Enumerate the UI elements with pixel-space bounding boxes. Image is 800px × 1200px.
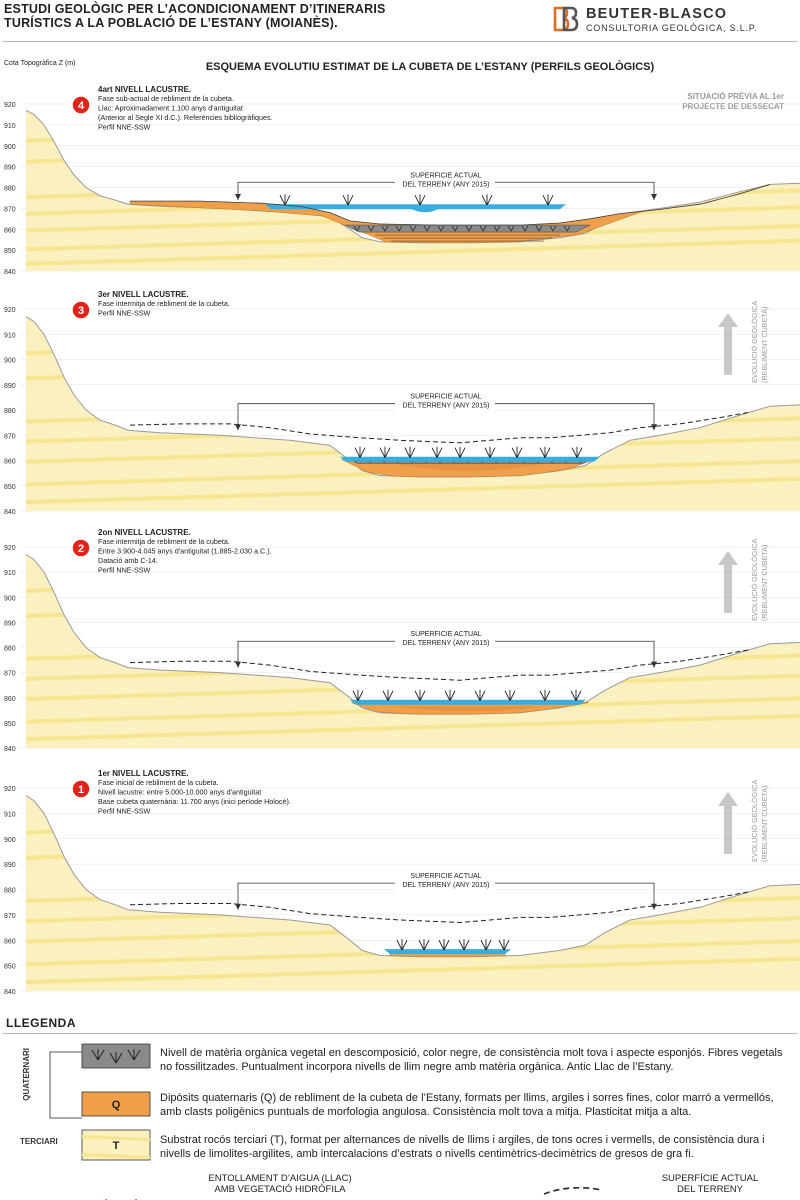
rock-stripe — [0, 136, 800, 164]
y-tick-label: 840 — [4, 509, 16, 516]
lake-water — [350, 700, 586, 705]
surface-label-line-1: SUPERFICIE ACTUAL — [410, 393, 482, 401]
y-tick-label: 860 — [4, 227, 16, 235]
rock-stripe — [0, 353, 800, 381]
surface-label-line-1: SUPERFICIE ACTUAL — [410, 172, 482, 180]
surface-label-line-2: DEL TERRENY (ANY 2015) — [402, 181, 490, 189]
up-arrow-icon — [718, 313, 738, 375]
surface-label-line-1: SUPERFICIE ACTUAL — [410, 631, 482, 639]
y-tick-label: 840 — [4, 746, 16, 753]
y-tick-label: 850 — [4, 483, 16, 491]
legend-tertiary-swatch — [82, 1130, 150, 1160]
arrow-head-icon — [651, 662, 657, 668]
y-tick-label: 900 — [4, 357, 16, 365]
y-tick-label: 920 — [4, 786, 16, 793]
evolution-label-line-2: (REBLIMENT CUBETA) — [760, 785, 769, 862]
arrow-head-icon — [235, 662, 241, 668]
hydrophilic-vegetation-icon — [353, 690, 363, 701]
phase-description-line: Base cubeta quaternària: 11.700 anys (inici període Holocè). — [98, 797, 291, 806]
phase-description-line: Perfil NNE-SSW — [98, 806, 151, 816]
phase-title: 3er NIVELL LACUSTRE. — [98, 290, 189, 299]
legend-title: LLEGENDA — [6, 1016, 76, 1030]
hydrophilic-vegetation-icon — [405, 447, 415, 458]
phase-title: 2on NIVELL LACUSTRE. — [98, 528, 191, 537]
evolution-label-line-2: (REBLIMENT CUBETA) — [760, 306, 769, 383]
hydrophilic-vegetation-icon — [481, 939, 491, 950]
legend-quaternary-swatch — [82, 1092, 150, 1116]
evolution-label-line-2: (REBLIMENT CUBETA) — [760, 544, 769, 621]
evolution-indicator — [718, 780, 769, 862]
phase-description-line: Nivell lacustre: entre 5.000-10.000 anys d'antiguitat — [98, 787, 262, 797]
phase-info — [72, 528, 272, 575]
phase-description-line: Fase inicial de rebliment de la cubeta. — [98, 778, 219, 787]
surface-annotation — [235, 168, 657, 200]
y-tick-label: 860 — [4, 938, 16, 946]
hydrophilic-vegetation-icon — [499, 939, 509, 950]
company-name: BEUTER-BLASCO — [586, 6, 728, 22]
phase-title: 1er NIVELL LACUSTRE. — [98, 769, 189, 778]
y-tick-label: 890 — [4, 382, 16, 390]
arrow-head-icon — [235, 194, 241, 200]
y-tick-label: 910 — [4, 332, 16, 340]
rock-stripe — [0, 591, 800, 619]
surface-label-line-2: DEL TERRENY (ANY 2015) — [402, 402, 490, 410]
rock-stripe — [0, 833, 800, 861]
hydrophilic-vegetation-icon — [459, 939, 469, 950]
y-tick-label: 910 — [4, 811, 16, 819]
y-tick-label: 880 — [4, 887, 16, 895]
hydrophilic-vegetation-icon — [482, 194, 492, 205]
phase-description-line: Llac: Aproximadament 1.100 anys d'antiguitat — [98, 103, 243, 113]
phase-description-line: Perfil NNE-SSW — [98, 308, 151, 318]
hydrophilic-vegetation-icon — [355, 447, 365, 458]
title-line-1: ESTUDI GEOLÒGIC PER L’ACONDICIONAMENT D’ITINERARIS — [4, 2, 386, 16]
y-tick-label: 840 — [4, 989, 16, 996]
y-tick-label: 880 — [4, 408, 16, 415]
lake-water — [340, 457, 600, 462]
y-tick-label: 850 — [4, 963, 16, 971]
hydrophilic-vegetation-icon — [572, 447, 582, 458]
legend-water-line-1: ENTOLLAMENT D’AIGUA (LLAC) — [208, 1173, 352, 1184]
legend-surface-line-1: SUPERFÍCIE ACTUAL — [661, 1173, 759, 1184]
evolution-indicator — [718, 301, 769, 383]
hydrophilic-vegetation-icon — [485, 447, 495, 458]
rock-stripe — [0, 328, 800, 356]
legend-organic-swatch — [82, 1044, 150, 1068]
hydrophilic-vegetation-icon — [419, 939, 429, 950]
profile-panel-3 — [0, 290, 800, 516]
phase-description-line: (Anterior al Segle XI d.C.). Referències bibliogràfiques. — [98, 113, 273, 122]
evolution-indicator — [718, 539, 769, 621]
y-tick-label: 860 — [4, 458, 16, 466]
phase-description-line: Perfil NNE-SSW — [98, 565, 151, 575]
legend-organic-text: Nivell de matèria orgànica vegetal en descomposició, color negre, de consistència molt tova i aspecte esponjós. Fibres vegetals no fossilitzades. Puntualment incorpora nivells de llim negre amb matèria orgànica. Antic Llac de l’Estany. — [160, 1047, 783, 1073]
y-tick-label: 920 — [4, 545, 16, 552]
t-label: T — [112, 1140, 120, 1152]
hydrophilic-vegetation-icon — [432, 447, 442, 458]
y-tick-label: 870 — [4, 433, 16, 441]
y-tick-label: 850 — [4, 720, 16, 728]
title-line-2: TURÍSTICS A LA POBLACIÓ DE L’ESTANY (MOIANÈS). — [4, 16, 338, 30]
y-tick-label: 900 — [4, 595, 16, 603]
q-label: Q — [111, 1099, 121, 1111]
phase-description-line: Fase intermitja de rebliment de la cubeta. — [98, 537, 230, 546]
legend-tertiary-text: Substrat rocós terciari (T), format per alternances de nivells de llims i argiles, de tons ocres i vermells, de consistència dura i nivells de limolites-argilites, amb intercalacions d’estrats o nivells centimètrics-decimètrics de gresos de gra fi. — [160, 1134, 765, 1160]
arrow-head-icon — [651, 424, 657, 430]
phase-info — [72, 85, 273, 132]
prior-line-2: PROJECTE DE DESSECAT — [682, 102, 784, 111]
y-tick-label: 880 — [4, 185, 16, 193]
surface-label-line-2: DEL TERRENY (ANY 2015) — [402, 882, 490, 890]
phase-description-line: Fase intermitja de rebliment de la cubeta. — [98, 299, 230, 308]
y-tick-label: 870 — [4, 206, 16, 214]
quaternari-bracket — [50, 1052, 82, 1118]
arrow-head-icon — [235, 904, 241, 910]
hydrophilic-vegetation-icon — [455, 447, 465, 458]
hydrophilic-vegetation-icon — [439, 939, 449, 950]
y-axis-title: Cota Topogràfica Z (m) — [4, 60, 76, 67]
prior-line-1: SITUACIÓ PRÈVIA AL 1er — [687, 92, 784, 101]
phase-description-line: Datació amb C-14. — [98, 556, 158, 565]
legend-terciari-label: TERCIARI — [20, 1137, 58, 1146]
evolution-label-line-1: EVOLUCIÓ GEOLÒGICA — [750, 300, 759, 383]
up-arrow-icon — [718, 551, 738, 613]
hydrophilic-vegetation-icon — [571, 690, 581, 701]
y-tick-label: 890 — [4, 164, 16, 172]
y-tick-label: 880 — [4, 645, 16, 653]
hydrophilic-vegetation-icon — [280, 194, 290, 205]
legend-surface-caption — [640, 1173, 780, 1195]
evolution-label-line-1: EVOLUCIÓ GEOLÒGICA — [750, 538, 759, 621]
arrow-head-icon — [235, 424, 241, 430]
up-arrow-icon — [718, 792, 738, 854]
y-tick-label: 870 — [4, 912, 16, 920]
legend-quaternary-text: Dipòsits quaternaris (Q) de rebliment de la cubeta de l’Estany, formats per llims, argiles i sorres fines, color marró a vermellós, amb clasts poligènics puntuals de morfologia angulosa. Consistència molt tova a mitja. Plasticitat mitja a alta. — [160, 1092, 774, 1118]
lake-water — [384, 949, 511, 954]
hydrophilic-vegetation-icon — [543, 194, 553, 205]
legend-quaternari-label: QUATERNARI — [22, 1048, 31, 1101]
y-tick-label: 910 — [4, 122, 16, 130]
legend-surface-swatch — [540, 1180, 620, 1200]
company-subtitle: CONSULTORIA GEOLÒGICA, S.L.P. — [586, 23, 758, 33]
surface-label-line-2: DEL TERRENY (ANY 2015) — [402, 640, 490, 648]
arrow-head-icon — [651, 194, 657, 200]
phase-number: 1 — [77, 784, 85, 796]
profile-panel-1 — [0, 769, 800, 996]
hydrophilic-vegetation-icon — [445, 690, 455, 701]
evolution-label-line-1: EVOLUCIÓ GEOLÒGICA — [750, 779, 759, 862]
phase-title: 4art NIVELL LACUSTRE. — [98, 85, 192, 94]
y-tick-label: 890 — [4, 862, 16, 870]
surface-label-line-1: SUPERFICIE ACTUAL — [410, 873, 482, 881]
hydrophilic-vegetation-icon — [512, 447, 522, 458]
hydrophilic-vegetation-icon — [383, 690, 393, 701]
hydrophilic-vegetation-icon — [475, 690, 485, 701]
y-tick-label: 920 — [4, 102, 16, 109]
phase-info — [72, 769, 291, 816]
profile-panel-4 — [0, 85, 800, 276]
y-tick-label: 840 — [4, 269, 16, 276]
phase-description-line: Perfil NNE-SSW — [98, 122, 151, 132]
lake-water-pocket — [410, 208, 440, 212]
hydrophilic-vegetation-icon — [380, 447, 390, 458]
phase-number: 3 — [77, 305, 85, 317]
hydrophilic-vegetation-icon — [397, 939, 407, 950]
phase-info — [72, 290, 230, 319]
phase-description-line: Fase sub-actual de rebliment de la cubeta. — [98, 94, 234, 103]
hydrophilic-vegetation-icon — [505, 690, 515, 701]
arrow-head-icon — [651, 904, 657, 910]
phase-number: 2 — [77, 543, 85, 555]
y-tick-label: 900 — [4, 143, 16, 151]
y-tick-label: 910 — [4, 570, 16, 578]
y-tick-label: 860 — [4, 695, 16, 703]
hydrophilic-vegetation-icon — [415, 194, 425, 205]
y-tick-label: 870 — [4, 670, 16, 678]
hydrophilic-vegetation-icon — [540, 690, 550, 701]
hydrophilic-vegetation-icon — [540, 447, 550, 458]
y-tick-label: 890 — [4, 620, 16, 628]
legend-surface-line-2: DEL TERRENY — [677, 1184, 743, 1195]
phase-number: 4 — [77, 100, 85, 112]
hydrophilic-vegetation-icon — [343, 194, 353, 205]
y-tick-label: 850 — [4, 248, 16, 256]
y-tick-label: 920 — [4, 307, 16, 314]
legend-water-line-2: AMB VEGETACIÓ HIDRÒFILA — [214, 1184, 346, 1195]
y-tick-label: 900 — [4, 836, 16, 844]
legend-water-caption — [190, 1173, 370, 1195]
phase-description-line: Entre 3.900-4.045 anys d'antiguitat (1.885-2.030 a.C.). — [98, 546, 272, 556]
diagram-title: ESQUEMA EVOLUTIU ESTIMAT DE LA CUBETA DE L’ESTANY (PERFILS GEOLÒGICS) — [205, 61, 655, 73]
hydrophilic-vegetation-icon — [415, 690, 425, 701]
profile-panel-2 — [0, 528, 800, 753]
